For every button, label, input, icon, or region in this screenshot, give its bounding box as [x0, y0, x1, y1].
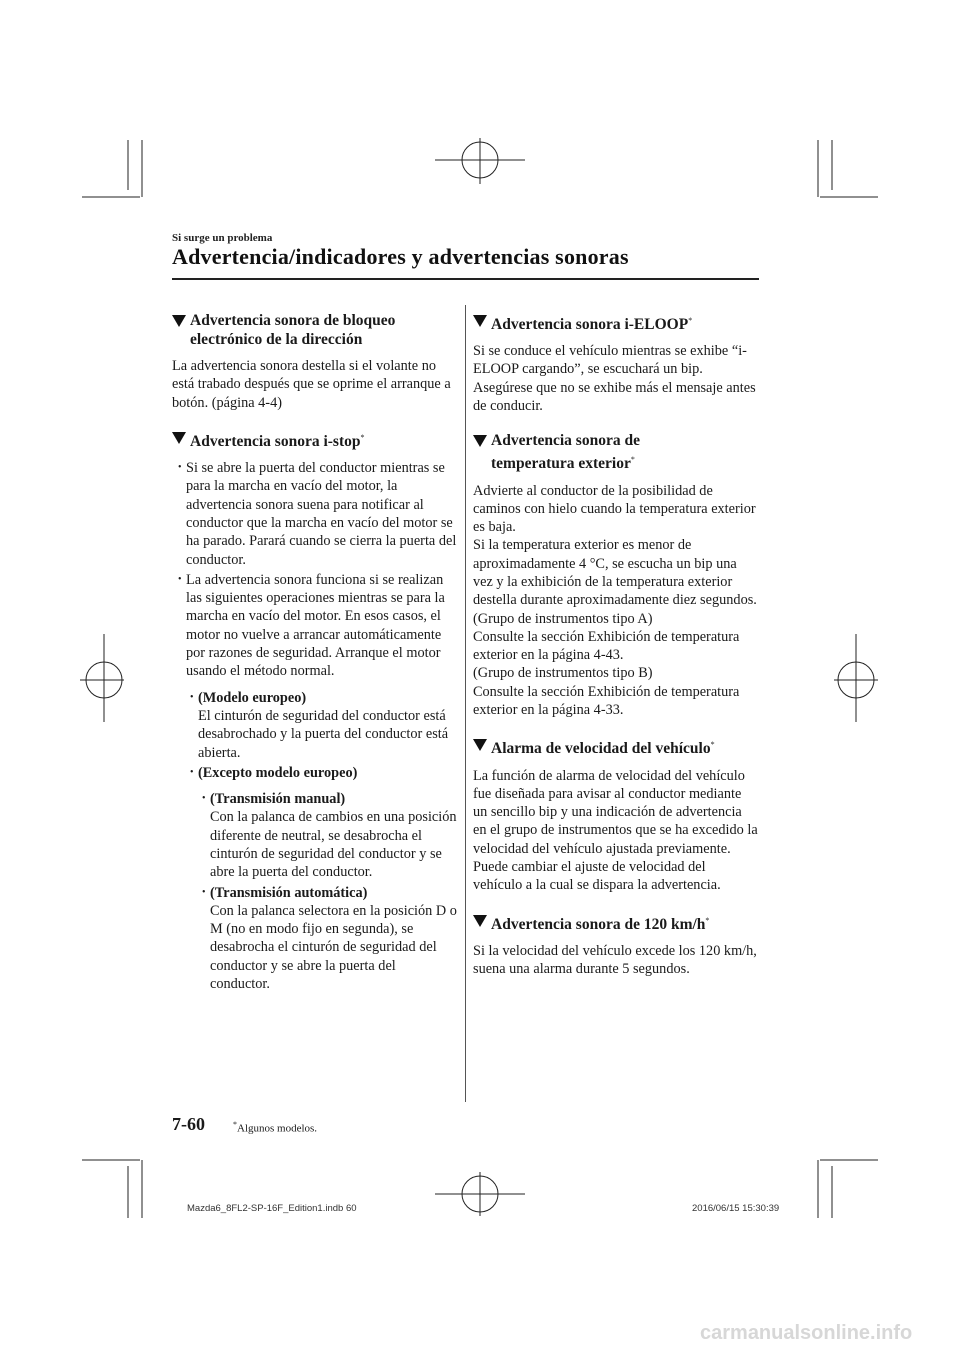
paragraph: Consulte la sección Exhibición de temperatura exterior en la página 4-33.	[473, 683, 740, 719]
section-breadcrumb: Si surge un problema	[172, 232, 273, 244]
paragraph: Puede cambiar el ajuste de velocidad del vehículo a la cual se dispara la advertencia.	[473, 859, 721, 894]
triangle-bullet-icon	[473, 915, 487, 927]
sub-sub-label: (Transmisión automática)	[210, 884, 368, 901]
asterisk-mark: *	[710, 740, 715, 750]
section-120kmh-warning	[473, 911, 758, 979]
sub-label: (Modelo europeo)	[198, 689, 307, 706]
sub-bullet-item	[184, 689, 457, 762]
sub-sub-list	[196, 790, 457, 993]
print-file-name: Mazda6_8FL2-SP-16F_Edition1.indb 60	[187, 1203, 357, 1214]
left-column	[172, 311, 457, 1009]
paragraph: Advierte al conductor de la posibilidad de caminos con hielo cuando la temperatura exterior es baja.	[473, 482, 756, 536]
column-divider	[465, 305, 466, 1102]
paragraph: La advertencia sonora destella si el volante no está trabado después que se oprime el arranque a botón. (página 4-4)	[172, 358, 451, 411]
section-exterior-temp-warning	[473, 431, 758, 719]
paragraph: (Grupo de instrumentos tipo A)	[473, 610, 653, 627]
heading-text: Advertencia sonora i-stop	[190, 433, 361, 451]
page-number: 7-60	[172, 1114, 205, 1134]
sub-text: El cinturón de seguridad del conductor está desabrochado y la puerta del conductor está abierta.	[198, 707, 449, 761]
heading-text: Advertencia sonora i-ELOOP	[491, 316, 689, 334]
paragraph: La función de alarma de velocidad del vehículo fue diseñada para avisar al conductor mediante un sencillo bip y una indicación de advertencia en el grupo de instrumentos que se ha excedido la velocidad del vehículo ajustada previamente.	[473, 767, 758, 857]
triangle-bullet-icon	[172, 432, 186, 444]
paragraph: (Grupo de instrumentos tipo B)	[473, 665, 653, 682]
heading-istop	[172, 428, 457, 451]
sub-sub-text: Con la palanca selectora en la posición D o M (no en modo fijo en segunda), se desabrocha el cinturón de seguridad del conductor y se abre la puerta del conductor.	[210, 902, 457, 993]
sub-sub-text: Con la palanca de cambios en una posición diferente de neutral, se desabrocha el cinturón de seguridad del conductor y se abre la puerta del conductor.	[210, 809, 457, 881]
asterisk-mark: *	[705, 915, 710, 925]
heading-exterior-temp	[473, 431, 758, 473]
section-istop-warning	[172, 428, 457, 993]
sub-label: (Excepto modelo europeo)	[198, 764, 358, 781]
bullet-item: • Si se abre la puerta del conductor mientras se para la marcha en vacío del motor, la advertencia sonora suena para notificar al conductor que la marcha en vacío del motor se ha parado. Parará cuando se cierra la puerta del conductor.	[172, 459, 457, 569]
heading-ieloop	[473, 311, 758, 334]
section-speed-alarm	[473, 735, 758, 894]
paragraph: Si la velocidad del vehículo excede los 120 km/h, suena una alarma durante 5 segundos.	[473, 942, 757, 978]
sub-sub-label: (Transmisión manual)	[210, 791, 346, 808]
print-timestamp: 2016/06/15 15:30:39	[692, 1203, 780, 1214]
heading-line2: temperatura exterior	[491, 455, 631, 473]
sub-sub-bullet-item	[196, 884, 457, 994]
heading-line1: Advertencia sonora de bloqueo	[190, 312, 396, 329]
sub-sub-bullet-item	[196, 790, 457, 881]
page-title: Advertencia/indicadores y advertencias sonoras	[172, 244, 629, 269]
asterisk-mark: *	[688, 316, 693, 325]
heading-text: Alarma de velocidad del vehículo	[491, 740, 711, 758]
paragraph: Si la temperatura exterior es menor de aproximadamente 4 °C, se escucha un bip una vez y la exhibición de la temperatura exterior destella durante aproximadamente diez segundos.	[473, 537, 757, 609]
footnote-text: Algunos modelos.	[237, 1122, 318, 1135]
right-column	[473, 311, 758, 994]
section-steering-lock-warning	[172, 311, 457, 412]
footnote-mark: *	[233, 1120, 237, 1129]
heading-line2: electrónico de la dirección	[190, 331, 363, 348]
heading-line1: Advertencia sonora de	[491, 432, 640, 450]
triangle-bullet-icon	[473, 739, 487, 751]
heading-text: Advertencia sonora de 120 km/h	[491, 915, 706, 933]
triangle-bullet-icon	[473, 435, 487, 447]
asterisk-mark: *	[630, 455, 635, 465]
paragraph: Consulte la sección Exhibición de temperatura exterior en la página 4-43.	[473, 628, 740, 664]
sub-list	[184, 689, 457, 994]
triangle-bullet-icon	[473, 315, 487, 327]
bullet-item: • La advertencia sonora funciona si se realizan las siguientes operaciones mientras se para la marcha en vacío del motor. En esos casos, el motor no vuelve a arrancar automáticamente por razones de seguridad. Arranque el motor usando el método normal.	[172, 571, 457, 681]
heading-speed-alarm	[473, 735, 758, 758]
sub-bullet-item	[184, 764, 457, 782]
section-ieloop-warning	[473, 311, 758, 415]
triangle-bullet-icon	[172, 315, 186, 327]
footnote	[233, 1120, 317, 1135]
heading-120kmh	[473, 911, 758, 934]
paragraph: Si se conduce el vehículo mientras se exhibe “i-ELOOP cargando”, se escuchará un bip. Asegúrese que no se exhibe más el mensaje antes de conducir.	[473, 343, 756, 415]
watermark: carmanualsonline.info	[700, 1322, 913, 1344]
asterisk-mark: *	[360, 432, 365, 442]
header-rule	[172, 278, 759, 280]
heading-steering-lock	[172, 311, 457, 349]
